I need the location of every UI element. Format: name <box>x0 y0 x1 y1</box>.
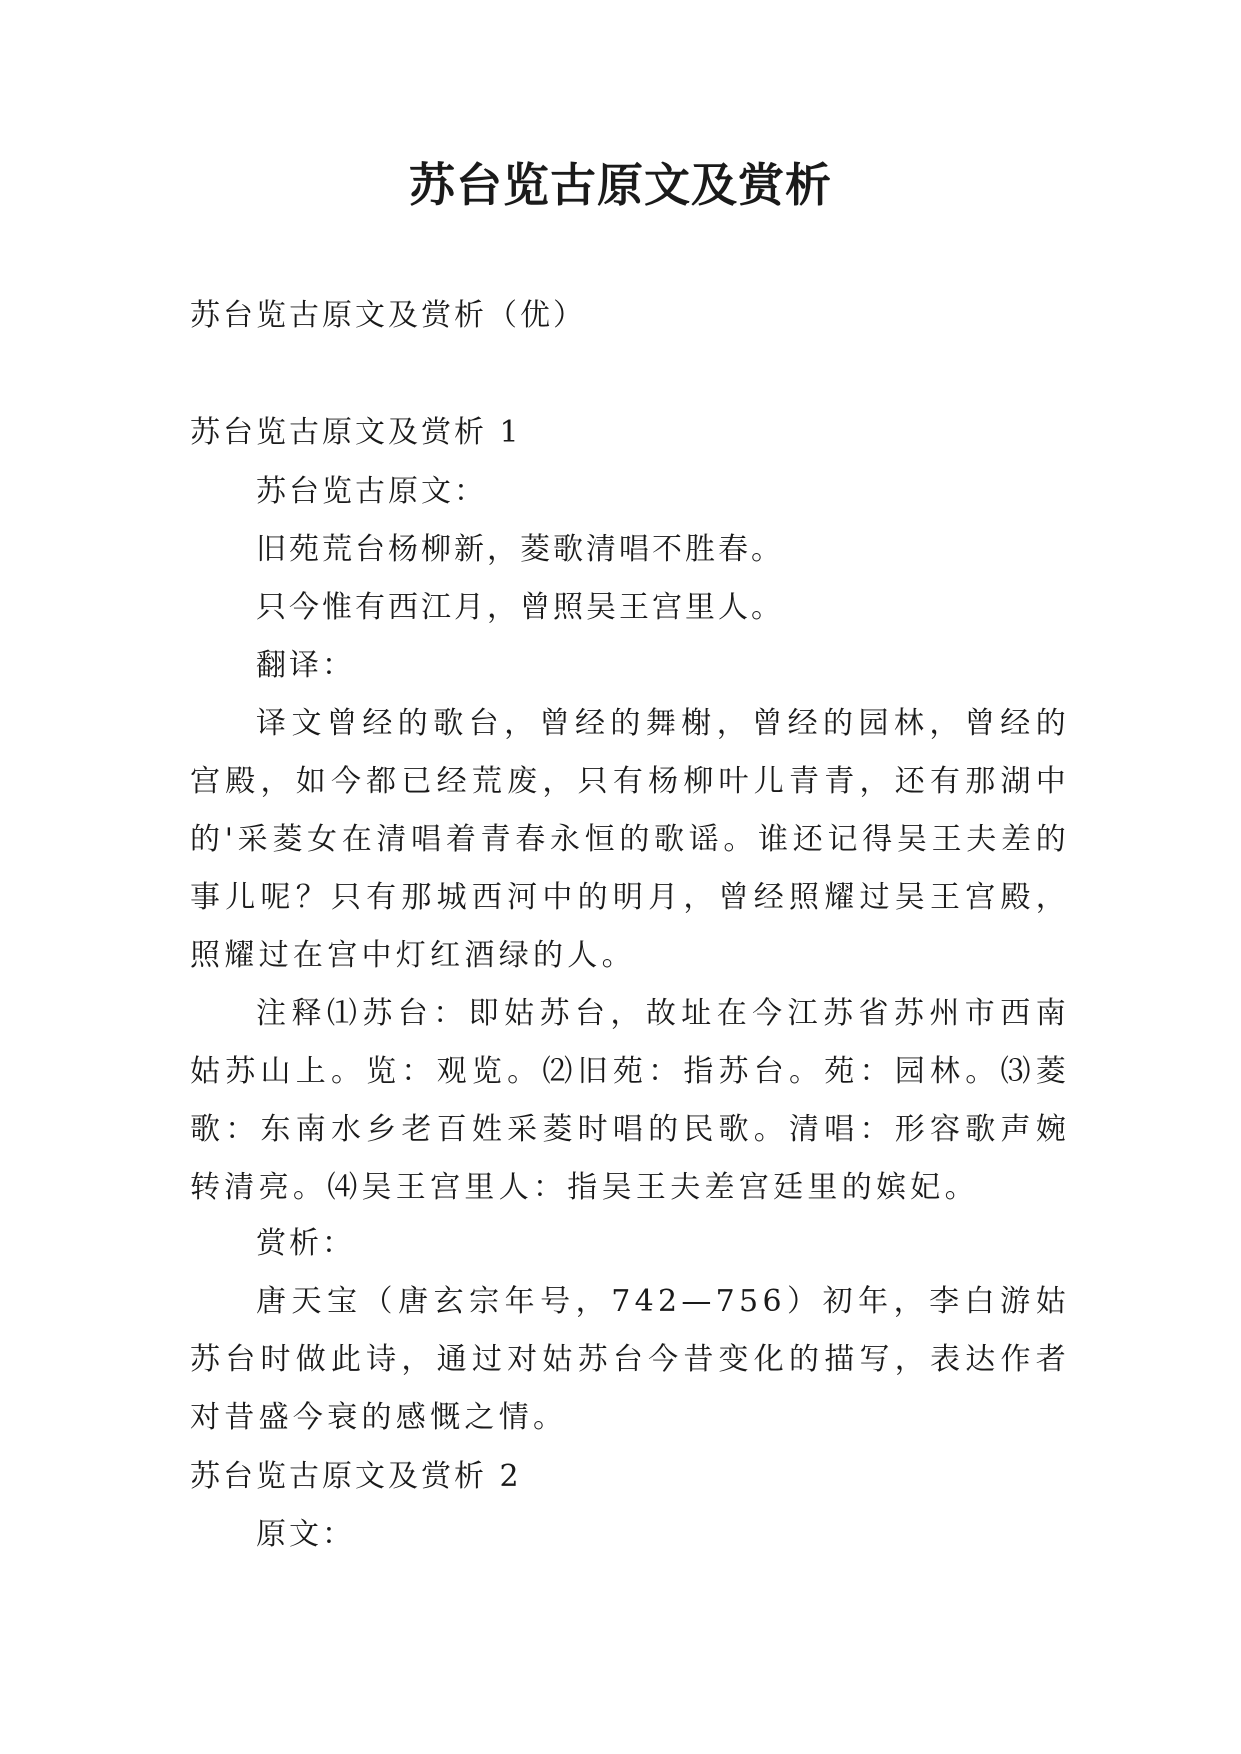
translation-label: 翻译： <box>256 648 355 683</box>
poem-line-1: 旧苑荒台杨柳新，菱歌清唱不胜春。 <box>256 532 784 567</box>
translation-paragraph: 译文曾经的歌台，曾经的舞榭，曾经的园林，曾经的宫殿，如今都已经荒废，只有杨柳叶儿青青，还有那湖中的'采菱女在清唱着青春永恒的歌谣。谁还记得吴王夫差的事儿呢？只有那城西河中的明月，曾经照耀过吴王宫殿，照耀过在宫中灯红酒绿的人。 <box>190 706 1070 973</box>
appreciation-label: 赏析： <box>256 1226 355 1261</box>
section-2-original-label: 原文： <box>256 1517 355 1552</box>
page-title: 苏台览古原文及赏析 <box>409 158 832 212</box>
section-1-heading: 苏台览古原文及赏析 1 <box>190 415 522 450</box>
document-subtitle: 苏台览古原文及赏析（优） <box>190 298 586 333</box>
poem-line-2: 只今惟有西江月，曾照吴王宫里人。 <box>256 590 784 625</box>
section-2-heading: 苏台览古原文及赏析 2 <box>190 1459 522 1494</box>
appreciation-paragraph: 唐天宝（唐玄宗年号，742—756）初年，李白游姑苏台时做此诗，通过对姑苏台今昔变化的描写，表达作者对昔盛今衰的感慨之情。 <box>190 1284 1070 1435</box>
original-text-label: 苏台览古原文： <box>256 474 487 509</box>
notes-paragraph: 注释⑴苏台：即姑苏台，故址在今江苏省苏州市西南姑苏山上。览：观览。⑵旧苑：指苏台。苑：园林。⑶菱歌：东南水乡老百姓采菱时唱的民歌。清唱：形容歌声婉转清亮。⑷吴王宫里人：指吴王夫差宫廷里的嫔妃。 <box>190 996 1070 1205</box>
